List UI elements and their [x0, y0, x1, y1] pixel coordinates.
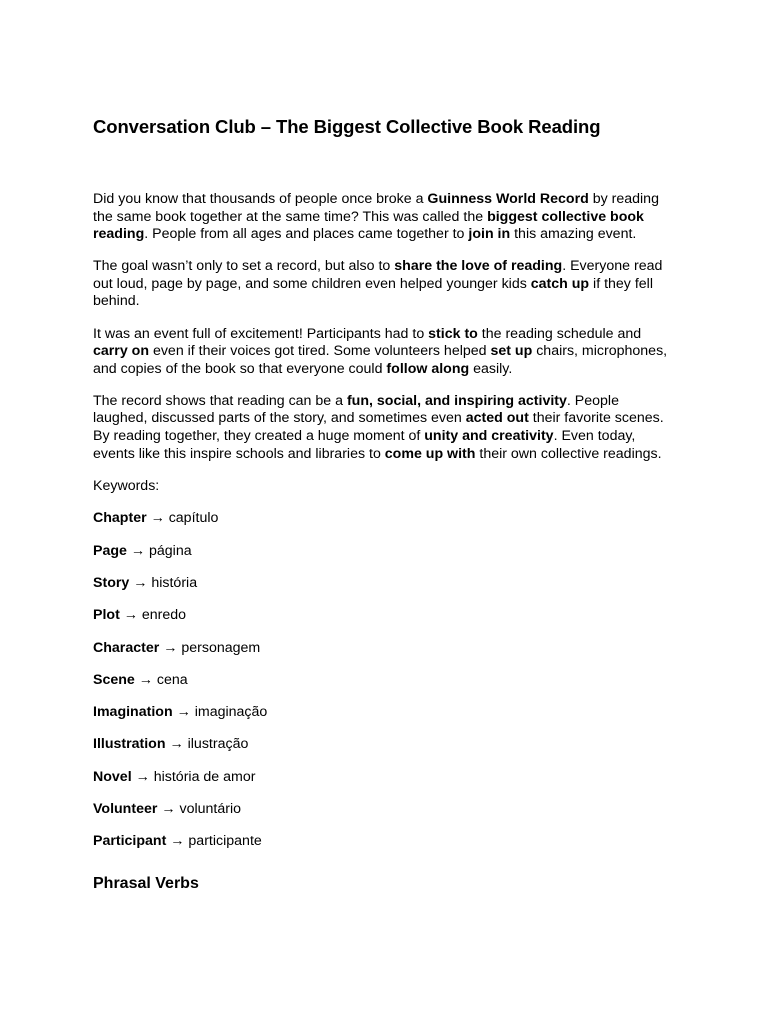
arrow-right-icon: → — [135, 768, 150, 785]
article-paragraph — [93, 191, 675, 244]
text-run: . People from all ages and places came together to — [144, 226, 469, 243]
keywords-label: Keywords: — [93, 477, 160, 494]
bold-phrase: share the love of reading — [394, 258, 563, 275]
arrow-right-icon: → — [123, 607, 138, 624]
text-run: the reading schedule and — [477, 325, 642, 342]
bold-phrase: unity and creativity — [424, 428, 554, 445]
keyword-term: Chapter — [93, 510, 147, 527]
bold-phrase: carry on — [93, 343, 149, 360]
text-run: their own collective readings. — [475, 445, 662, 462]
bold-phrase: biggest collective book reading — [93, 208, 644, 243]
text-run: It was an event full of excitement! Participants had to — [93, 325, 429, 342]
bold-phrase: join in — [468, 226, 511, 243]
keyword-term: Scene — [93, 671, 135, 688]
keyword-item — [93, 704, 675, 736]
keyword-term: Plot — [93, 607, 120, 624]
document-body — [93, 191, 675, 894]
keyword-translation: história de amor — [153, 768, 256, 785]
text-run: by reading the same book together at the same time? This was called the — [93, 191, 659, 225]
keyword-item — [93, 833, 675, 865]
keyword-term: Volunteer — [93, 800, 158, 817]
arrow-right-icon: → — [163, 639, 178, 656]
keyword-term: Novel — [93, 768, 132, 785]
text-run: The goal wasn’t only to set a record, but also to — [93, 258, 395, 275]
article-paragraphs — [93, 191, 675, 463]
keyword-item — [93, 801, 675, 833]
keyword-list — [93, 510, 675, 865]
keyword-item — [93, 769, 675, 801]
keyword-translation: personagem — [181, 639, 261, 656]
arrow-right-icon: → — [130, 542, 146, 559]
text-run: their favorite scenes. By reading together, they created a huge moment of — [93, 410, 664, 445]
text-run: Did you know that thousands of people once broke a — [93, 191, 428, 207]
keyword-translation: voluntário — [179, 800, 242, 817]
article-paragraph — [93, 326, 675, 379]
bold-phrase: set up — [490, 343, 533, 360]
keyword-translation: história — [151, 574, 198, 591]
arrow-right-icon: → — [170, 833, 185, 850]
keyword-term: Imagination — [93, 704, 173, 721]
keyword-item — [93, 575, 675, 607]
arrow-right-icon: → — [133, 574, 148, 591]
bold-phrase: Guinness World Record — [427, 191, 589, 207]
text-run: . Everyone read out loud, page by page, and some children even helped younger kids — [93, 258, 663, 292]
keyword-translation: ilustração — [187, 736, 249, 753]
text-run: . People laughed, discussed parts of the story, and sometimes even — [93, 392, 619, 427]
phrasal-verbs-heading: Phrasal Verbs — [93, 874, 199, 892]
keyword-term: Illustration — [93, 736, 166, 753]
keyword-translation: enredo — [141, 607, 187, 624]
keyword-item — [93, 640, 675, 672]
keyword-item — [93, 607, 675, 639]
text-run: easily. — [469, 360, 513, 377]
bold-phrase: acted out — [465, 410, 529, 427]
keyword-term: Character — [93, 639, 160, 656]
article-paragraph — [93, 393, 675, 463]
bold-phrase: follow along — [386, 360, 470, 377]
text-run: this amazing event. — [510, 226, 637, 243]
bold-phrase: catch up — [530, 275, 590, 292]
keyword-term: Participant — [93, 833, 167, 850]
keyword-translation: capítulo — [168, 510, 219, 527]
keyword-translation: cena — [156, 671, 188, 688]
keyword-item — [93, 736, 675, 768]
keyword-term: Page — [93, 542, 127, 559]
keyword-translation: participante — [188, 833, 262, 850]
text-run: The record shows that reading can be a — [93, 392, 347, 409]
keyword-translation: página — [149, 542, 192, 559]
bold-phrase: fun, social, and inspiring activity — [346, 392, 567, 409]
text-run: chairs, microphones, and copies of the book so that everyone could — [93, 343, 668, 377]
article-paragraph — [93, 258, 675, 311]
keyword-item — [93, 510, 675, 542]
keyword-translation: imaginação — [194, 704, 268, 721]
document-title: Conversation Club – The Biggest Collective Book Reading — [93, 116, 601, 137]
text-run: . Even today, events like this inspire schools and libraries to — [93, 428, 636, 462]
arrow-right-icon: → — [176, 704, 191, 721]
bold-phrase: stick to — [428, 325, 478, 342]
arrow-right-icon: → — [169, 736, 184, 753]
arrow-right-icon: → — [161, 800, 176, 817]
arrow-right-icon: → — [150, 510, 165, 527]
keyword-item — [93, 672, 675, 704]
arrow-right-icon: → — [138, 671, 153, 688]
keyword-term: Story — [93, 574, 130, 591]
bold-phrase: come up with — [384, 445, 476, 462]
text-run: if they fell behind. — [93, 275, 653, 310]
keyword-item — [93, 543, 675, 575]
text-run: even if their voices got tired. Some volunteers helped — [149, 343, 491, 360]
